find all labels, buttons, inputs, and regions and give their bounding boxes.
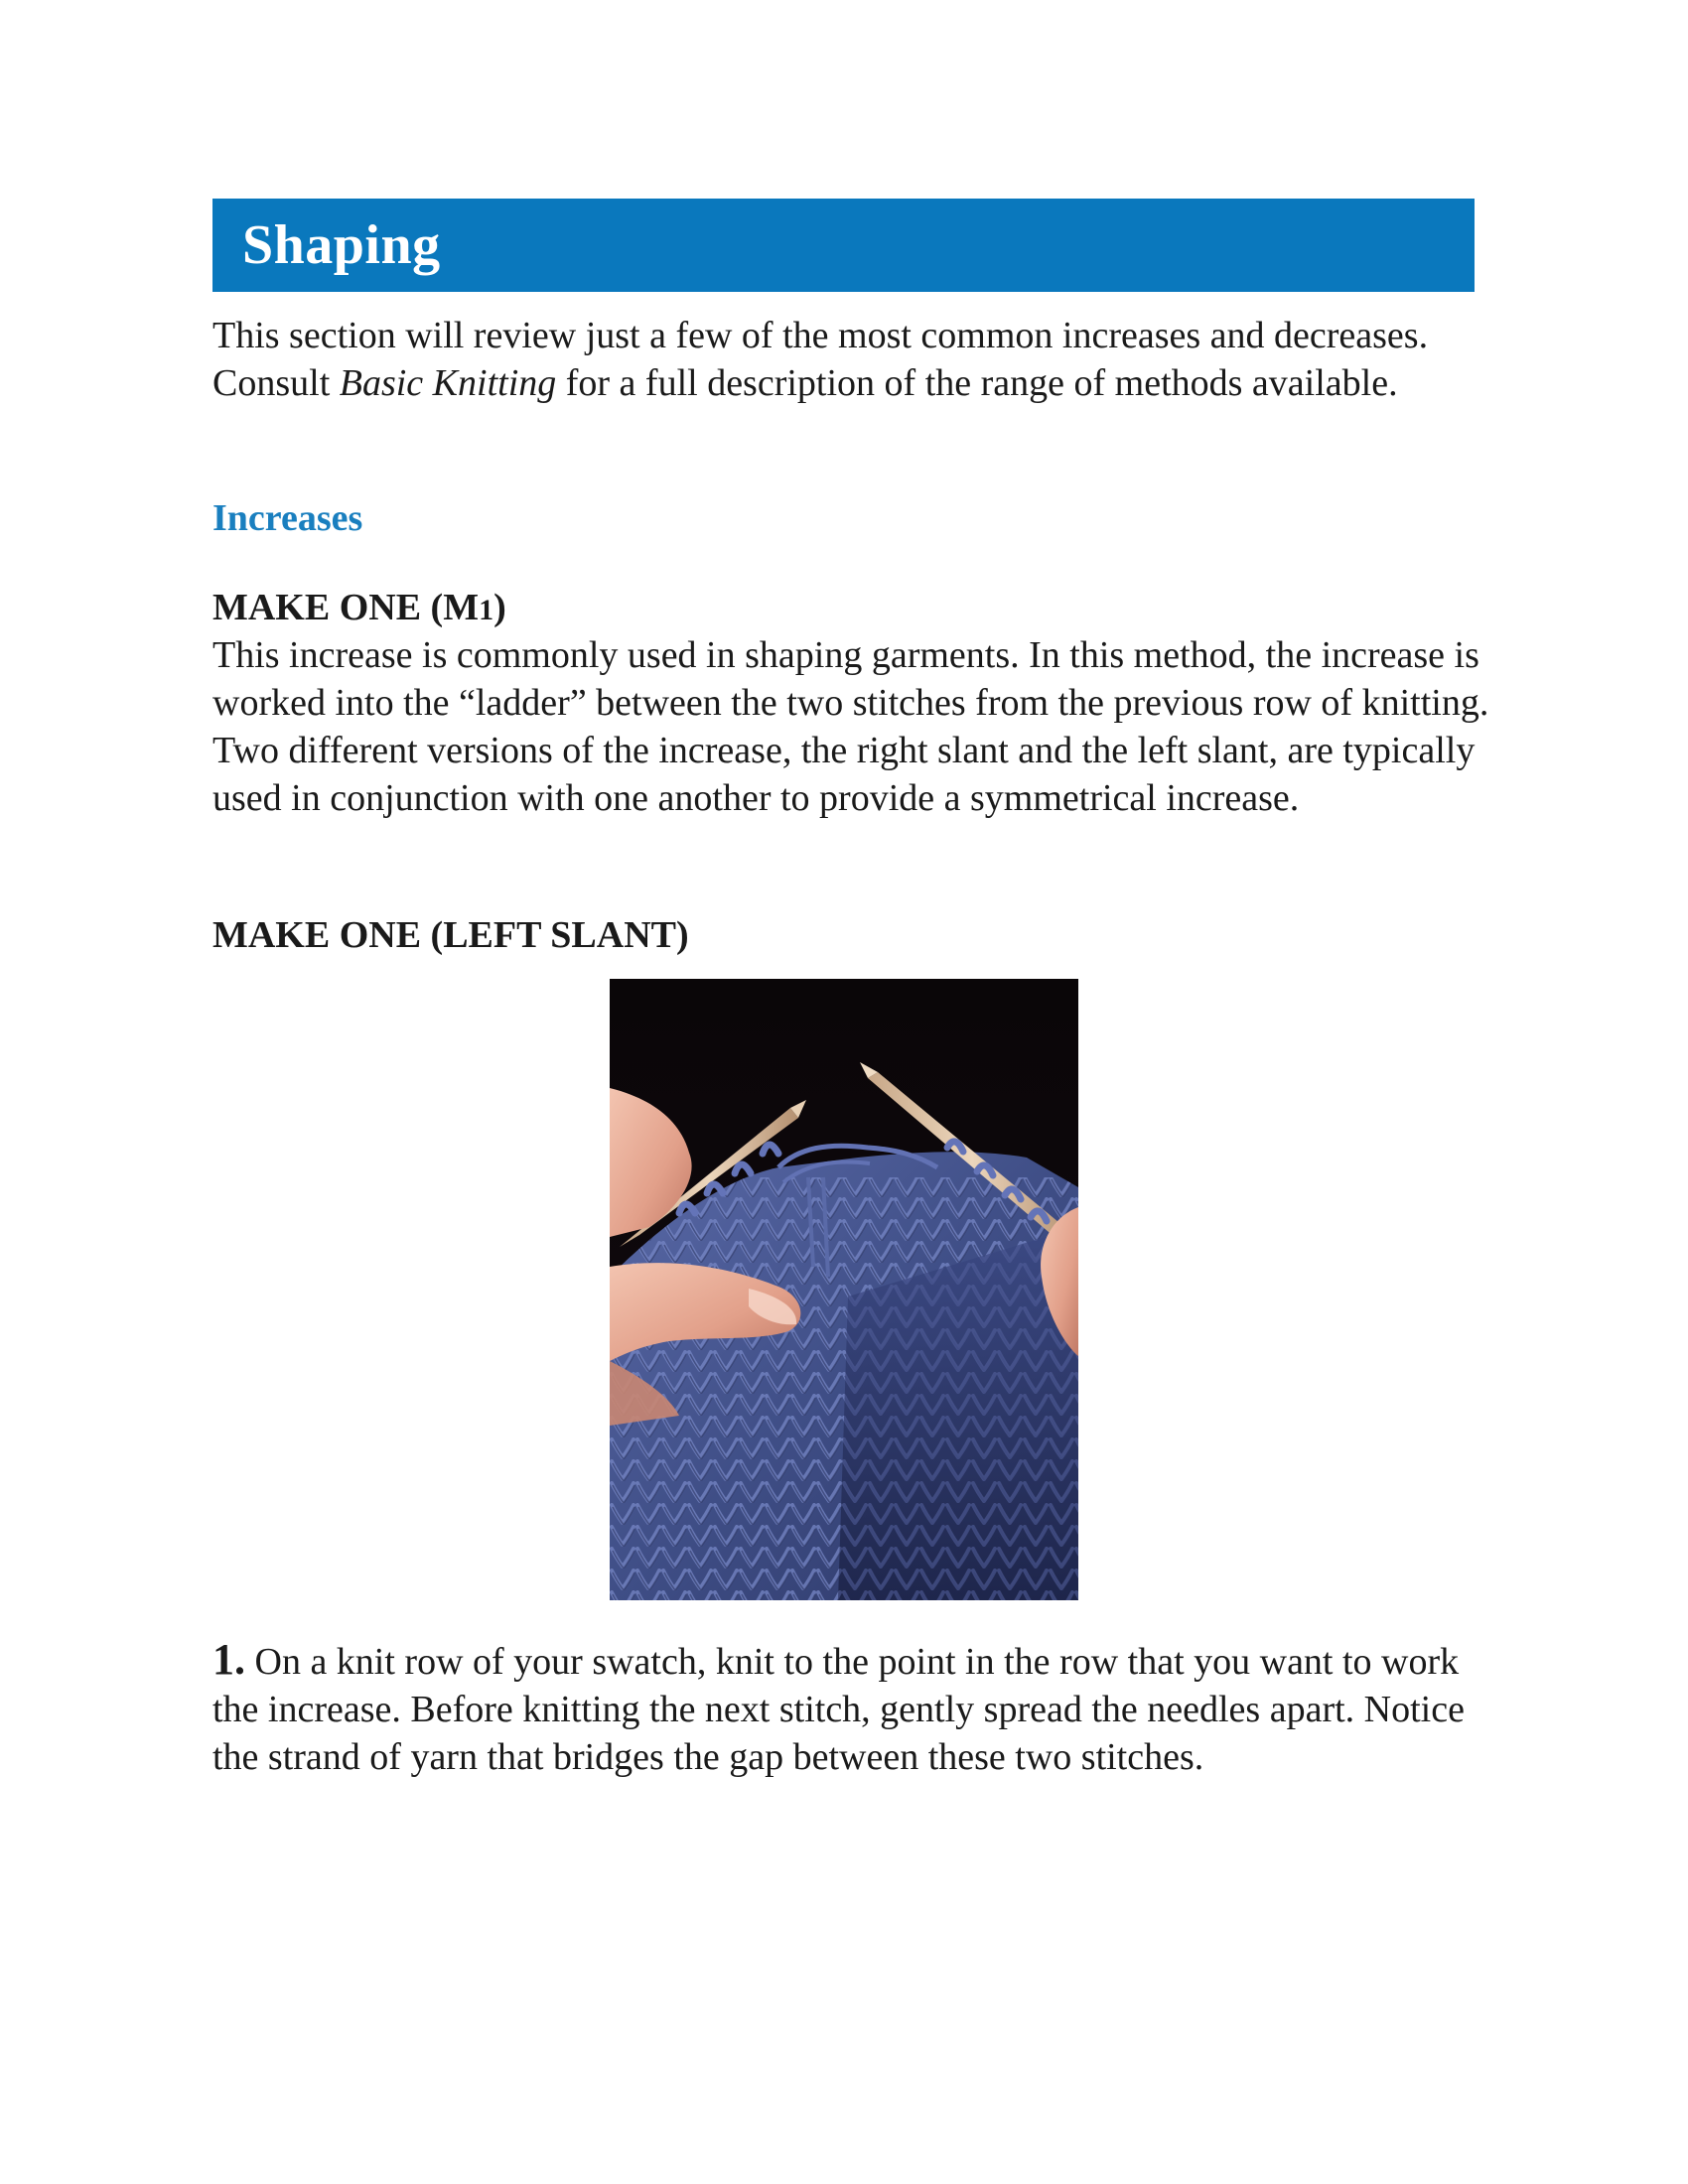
make-one-heading-num: 1 [479, 594, 494, 626]
make-one-heading [212, 584, 506, 634]
book-title: Basic Knitting [339, 362, 557, 404]
intro-text-end: for a full description of the range of methods available. [556, 362, 1398, 404]
section-title: Shaping [242, 214, 441, 276]
intro-paragraph [212, 312, 1493, 407]
step-number: 1. [212, 1635, 245, 1684]
left-slant-heading: MAKE ONE (LEFT SLANT) [212, 914, 689, 956]
step-1-paragraph [212, 1636, 1493, 1781]
make-one-heading-close: ) [493, 587, 506, 628]
intro-text-start: This section will review just a few of the most common increases and decreases. Consult [212, 315, 1429, 404]
step-1-text: On a knit row of your swatch, knit to the point in the row that you want to work the increase. Before knitting the next stitch, gently spread the needles apart. Notice the strand of yarn that bridges the gap between these two stitches. [212, 1641, 1465, 1778]
increases-heading: Increases [212, 497, 363, 539]
make-one-heading-text: MAKE ONE (M [212, 587, 480, 628]
section-banner [212, 199, 1475, 292]
knitting-photo [610, 979, 1078, 1600]
make-one-paragraph: This increase is commonly used in shaping garments. In this method, the increase is worked into the “ladder” between the two stitches from the previous row of knitting. Two different versions of the increase, the right slant and the left slant, are typically used in conjunction with one another to provide a symmetrical increase. [212, 634, 1489, 819]
